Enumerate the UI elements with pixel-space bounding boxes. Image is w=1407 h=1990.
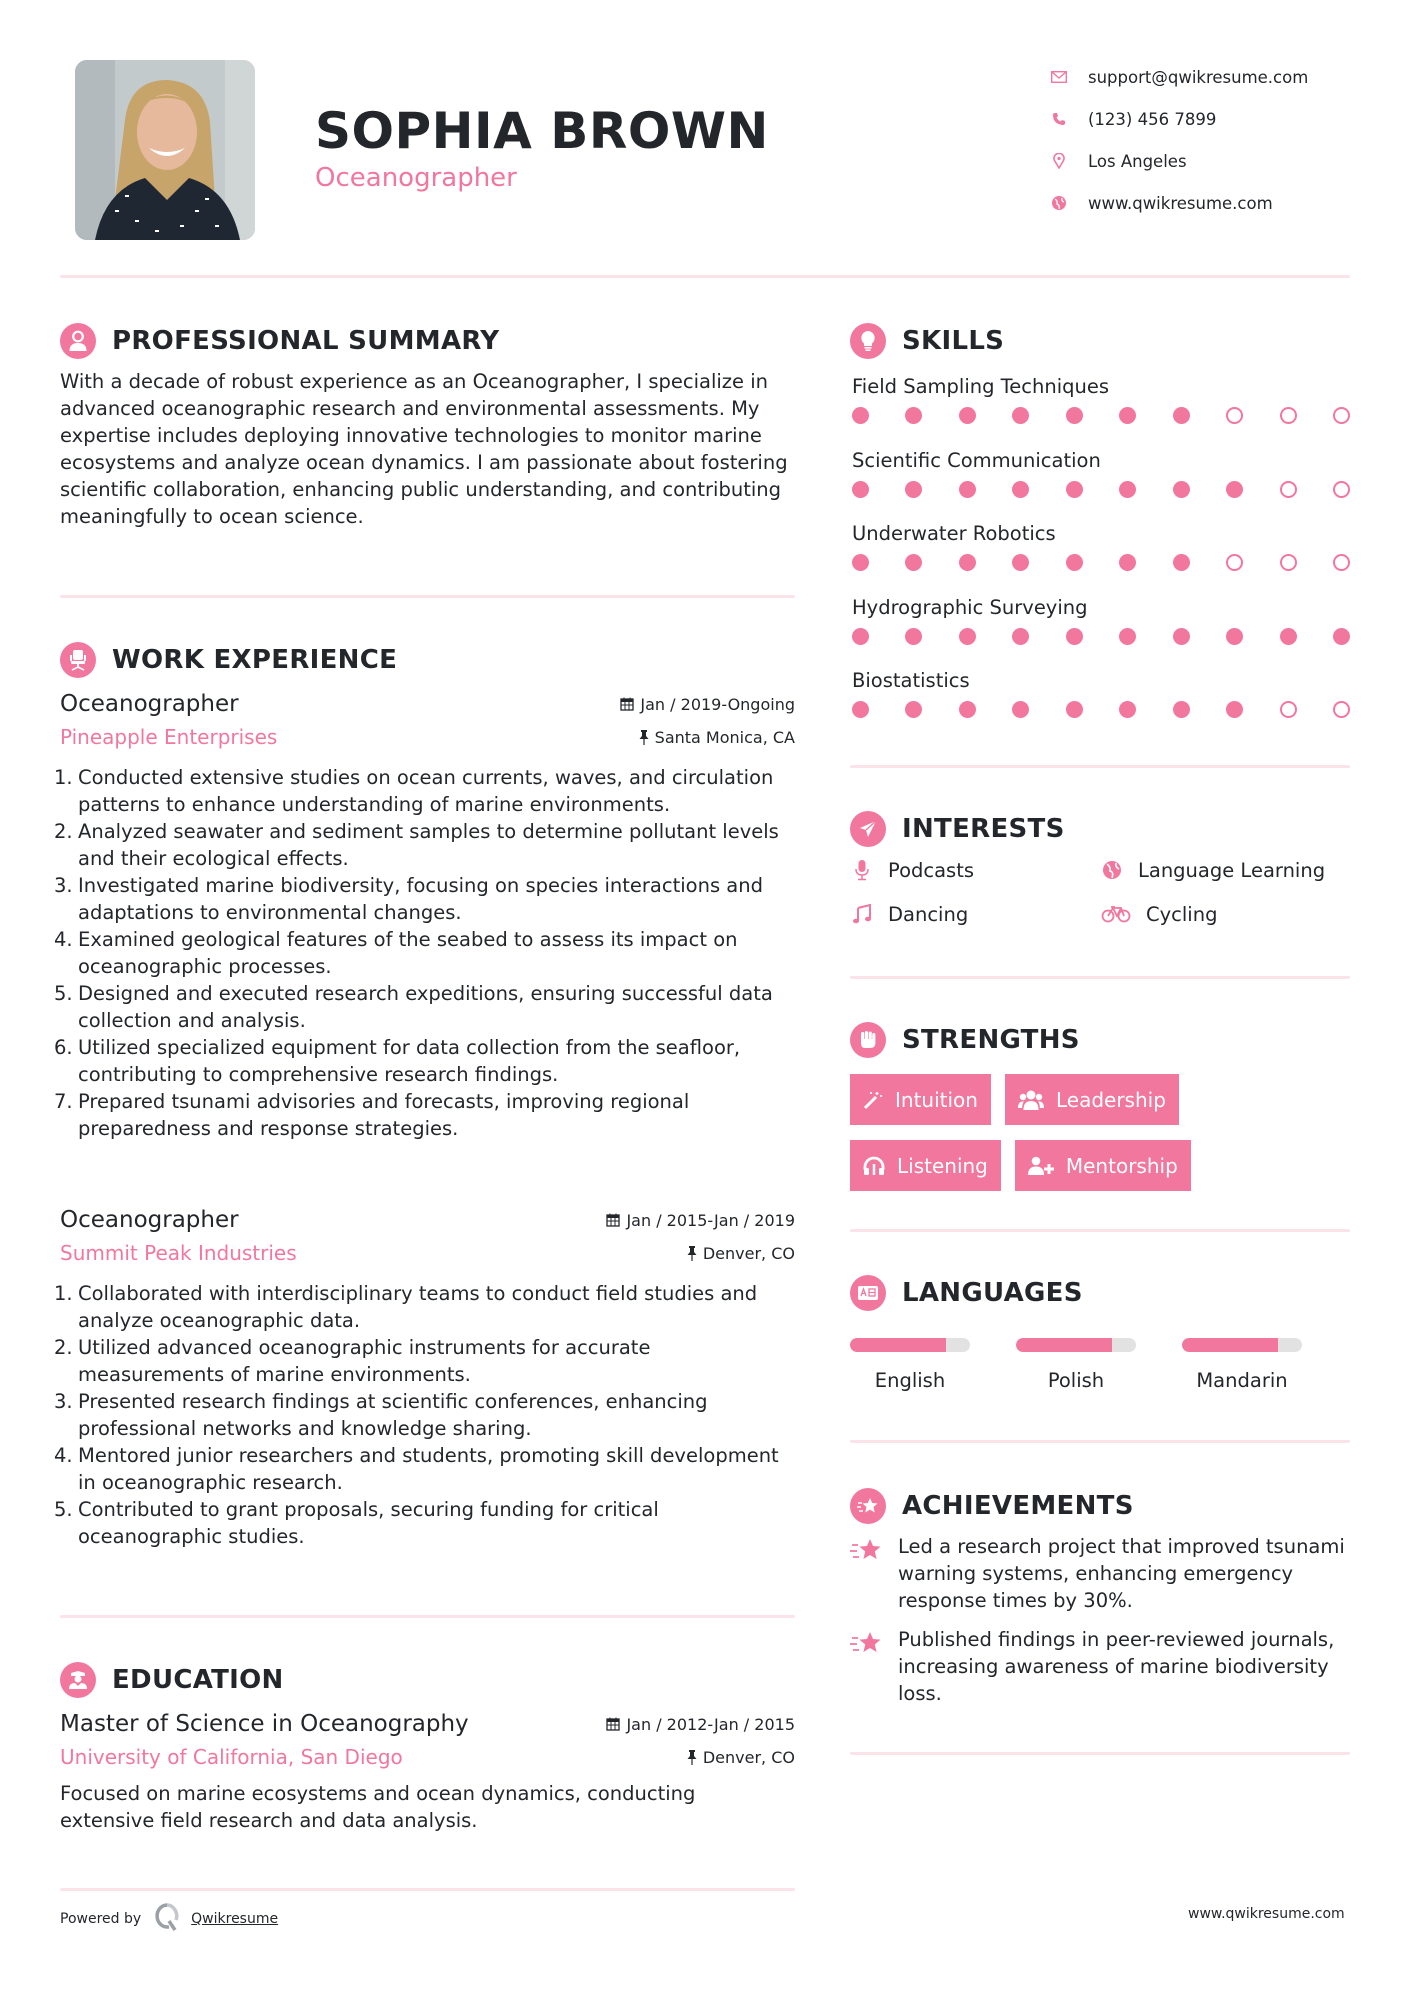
skill-name: Field Sampling Techniques (852, 375, 1110, 398)
rating-dot-filled (959, 407, 976, 424)
strength-tag (1005, 1074, 1179, 1125)
rating-dot-empty (1280, 481, 1297, 498)
rating-dot-filled (852, 554, 869, 571)
rating-dot-empty (1280, 407, 1297, 424)
rating-dot-empty (1333, 407, 1350, 424)
rating-dot-filled (1119, 481, 1136, 498)
languages-heading (850, 1275, 1083, 1311)
education-heading (60, 1662, 284, 1698)
pushpin-icon (687, 1750, 697, 1765)
degree: Master of Science in Oceanography (60, 1711, 469, 1737)
rating-dot-filled (1173, 407, 1190, 424)
rating-dot-empty (1280, 554, 1297, 571)
raised-fist-icon (850, 1022, 886, 1058)
job-location-text: Denver, CO (702, 1243, 795, 1263)
education-description: Focused on marine ecosystems and ocean dynamics, conducting extensive field research and data analysis. (60, 1782, 696, 1832)
phone-icon (1050, 110, 1068, 128)
duty-item: 3. Investigated marine biodiversity, focusing on species interactions and adaptations to environmental changes. (54, 874, 763, 924)
group-icon (1018, 1089, 1044, 1111)
header-divider (60, 275, 1350, 278)
skill-rating (852, 701, 1350, 718)
rating-dot-filled (1119, 554, 1136, 571)
rating-dot-empty (1280, 701, 1297, 718)
summary-title: PROFESSIONAL SUMMARY (112, 326, 500, 356)
rating-dot-filled (1280, 628, 1297, 645)
rating-dot-filled (905, 481, 922, 498)
rating-dot-filled (1066, 481, 1083, 498)
summary-heading (60, 323, 499, 359)
languages-list (850, 1338, 1348, 1392)
rating-dot-filled (1333, 628, 1350, 645)
skill-rating (852, 481, 1350, 498)
skill-rating (852, 554, 1350, 571)
skills-list (852, 370, 1352, 738)
interest-item (850, 900, 1100, 928)
envelope-icon (1050, 68, 1068, 86)
job-location (687, 1244, 795, 1263)
rating-dot-filled (905, 407, 922, 424)
rating-dot-filled (905, 701, 922, 718)
duty-item: 6. Utilized specialized equipment for data collection from the seafloor, contributing to comprehensive research findings. (54, 1036, 741, 1086)
user-icon (60, 323, 96, 359)
interest-label: Podcasts (888, 858, 975, 882)
languages-title: LANGUAGES (902, 1278, 1083, 1308)
language-proficiency-bar (850, 1338, 970, 1352)
skill-rating (852, 628, 1350, 645)
education-dates (606, 1715, 795, 1734)
interest-label: Dancing (888, 902, 969, 926)
rating-dot-filled (1012, 628, 1029, 645)
strength-label: Leadership (1055, 1087, 1166, 1112)
skill-rating (852, 407, 1350, 424)
strengths-divider (850, 1229, 1350, 1232)
rating-dot-empty (1333, 481, 1350, 498)
rating-dot-filled (959, 701, 976, 718)
contact-website[interactable] (1050, 182, 1308, 224)
interest-item (1100, 856, 1350, 884)
translate-icon (850, 1275, 886, 1311)
strength-tag (850, 1074, 991, 1125)
interests-heading (850, 811, 1065, 847)
language-name: Polish (1047, 1369, 1105, 1392)
contact-location (1050, 140, 1308, 182)
rating-dot-filled (1119, 628, 1136, 645)
duty-item: 5. Designed and executed research expeditions, ensuring successful data collection and analysis. (54, 982, 773, 1032)
duty-item: 7. Prepared tsunami advisories and forecasts, improving regional preparedness and response strategies. (54, 1090, 690, 1140)
experience-heading (60, 642, 397, 678)
education-dates-text: Jan / 2012-Jan / 2015 (626, 1714, 795, 1734)
rating-dot-filled (1066, 701, 1083, 718)
strengths-heading (850, 1022, 1080, 1058)
calendar-icon (606, 1717, 620, 1731)
education-location-text: Denver, CO (702, 1747, 795, 1767)
achievements-list (850, 1533, 1350, 1719)
education-title: EDUCATION (112, 1665, 284, 1695)
achievements-title: ACHIEVEMENTS (902, 1491, 1134, 1521)
languages-divider (850, 1440, 1350, 1443)
pushpin-icon (639, 730, 649, 745)
interest-item (1100, 900, 1350, 928)
job-dates (620, 695, 795, 714)
profile-photo (75, 60, 255, 240)
strength-tag (850, 1140, 1001, 1191)
paper-plane-icon (850, 811, 886, 847)
duty-item: 2. Analyzed seawater and sediment samples to determine pollutant levels and their ecological effects. (54, 820, 779, 870)
lightbulb-icon (850, 323, 886, 359)
footer-divider (60, 1888, 795, 1891)
skills-heading (850, 323, 1004, 359)
duty-item: 4. Examined geological features of the seabed to assess its impact on oceanographic processes. (54, 928, 738, 978)
language-item (1016, 1338, 1136, 1392)
skill-item (852, 591, 1352, 665)
rating-dot-filled (1012, 701, 1029, 718)
rating-dot-filled (852, 701, 869, 718)
shooting-star-icon (850, 1533, 886, 1614)
skills-divider (850, 765, 1350, 768)
job-dates-text: Jan / 2019-Ongoing (640, 694, 795, 714)
contact-phone-text: (123) 456 7899 (1088, 109, 1217, 129)
microphone-icon (850, 859, 874, 881)
rating-dot-filled (1066, 628, 1083, 645)
bicycle-icon (1100, 903, 1132, 925)
strengths-list (850, 1074, 1370, 1206)
language-proficiency-bar (1016, 1338, 1136, 1352)
skill-item (852, 370, 1352, 444)
experience-title: WORK EXPERIENCE (112, 645, 398, 675)
rating-dot-filled (852, 407, 869, 424)
skill-name: Biostatistics (852, 669, 970, 692)
language-name: English (874, 1369, 946, 1392)
rating-dot-filled (1173, 701, 1190, 718)
job-company: Pineapple Enterprises (60, 725, 278, 749)
globe-icon (1050, 194, 1068, 212)
rating-dot-filled (852, 481, 869, 498)
achievements-divider (850, 1752, 1350, 1755)
job-entry (54, 1204, 795, 1550)
skills-title: SKILLS (902, 326, 1005, 356)
skill-name: Underwater Robotics (852, 522, 1056, 545)
job-location-text: Santa Monica, CA (654, 727, 795, 747)
contact-email-text: support@qwikresume.com (1088, 67, 1309, 87)
rating-dot-filled (1173, 554, 1190, 571)
rating-dot-filled (959, 481, 976, 498)
strength-label: Listening (897, 1153, 988, 1178)
job-role: Oceanographer (60, 691, 239, 717)
rating-dot-filled (959, 628, 976, 645)
powered-by (60, 1903, 278, 1935)
rating-dot-filled (1066, 554, 1083, 571)
rating-dot-filled (1226, 628, 1243, 645)
rating-dot-filled (959, 554, 976, 571)
school: University of California, San Diego (60, 1745, 403, 1769)
achievement-text: Led a research project that improved tsunami warning systems, enhancing emergency response times by 30%. (898, 1535, 1345, 1612)
duty-item: 3. Presented research findings at scientific conferences, enhancing professional networks and knowledge sharing. (54, 1390, 708, 1440)
achievement-item (850, 1626, 1350, 1707)
job-dates-text: Jan / 2015-Jan / 2019 (626, 1210, 795, 1230)
rating-dot-filled (1173, 481, 1190, 498)
job-company: Summit Peak Industries (60, 1241, 297, 1265)
rating-dot-filled (905, 554, 922, 571)
rating-dot-filled (1012, 554, 1029, 571)
interests-divider (850, 976, 1350, 979)
rating-dot-filled (1173, 628, 1190, 645)
rating-dot-filled (1119, 701, 1136, 718)
interests-title: INTERESTS (902, 814, 1065, 844)
job-location (639, 728, 795, 747)
interests-list (850, 856, 1350, 928)
interest-label: Language Learning (1138, 858, 1326, 882)
job-dates (606, 1211, 795, 1230)
duty-item: 5. Contributed to grant proposals, securing funding for critical oceanographic studies. (54, 1498, 659, 1548)
job-entry (54, 688, 795, 1142)
contact-website-text: www.qwikresume.com (1088, 193, 1273, 213)
rating-dot-empty (1333, 554, 1350, 571)
strengths-title: STRENGTHS (902, 1025, 1080, 1055)
language-name: Mandarin (1196, 1369, 1288, 1392)
qwikresume-link[interactable]: Qwikresume (191, 1911, 279, 1927)
magic-wand-icon (863, 1090, 883, 1110)
candidate-name: SOPHIA BROWN (315, 102, 769, 160)
office-chair-icon (60, 642, 96, 678)
achievements-heading (850, 1488, 1134, 1524)
headphones-icon (863, 1156, 885, 1176)
user-plus-icon (1028, 1156, 1054, 1176)
calendar-icon (620, 697, 634, 711)
summary-divider (60, 595, 795, 598)
duty-item: 1. Collaborated with interdisciplinary teams to conduct field studies and analyze oceanographic data. (54, 1282, 758, 1332)
skill-item (852, 664, 1352, 738)
strength-tag (1015, 1140, 1191, 1191)
strength-label: Mentorship (1065, 1153, 1178, 1178)
language-item (850, 1338, 970, 1392)
rating-dot-filled (1012, 481, 1029, 498)
duty-item: 2. Utilized advanced oceanographic instruments for accurate measurements of marine environments. (54, 1336, 651, 1386)
job-duties (54, 764, 795, 1142)
skill-name: Hydrographic Surveying (852, 595, 1088, 619)
rating-dot-filled (1066, 407, 1083, 424)
shooting-star-icon (850, 1488, 886, 1524)
achievement-item (850, 1533, 1350, 1614)
education-location (687, 1748, 795, 1767)
qwikresume-logo-icon (155, 1903, 179, 1935)
strength-label: Intuition (895, 1087, 978, 1112)
globe-icon (1100, 859, 1124, 881)
rating-dot-filled (1012, 407, 1029, 424)
interest-item (850, 856, 1100, 884)
experience-divider (60, 1615, 795, 1618)
duty-item: 4. Mentored junior researchers and students, promoting skill development in oceanographic research. (54, 1444, 779, 1494)
contact-location-text: Los Angeles (1088, 151, 1187, 171)
education-entry (60, 1708, 795, 1834)
powered-by-label: Powered by (60, 1911, 142, 1927)
language-proficiency-bar (1182, 1338, 1302, 1352)
rating-dot-filled (1119, 407, 1136, 424)
shooting-star-icon (850, 1626, 886, 1707)
contact-list (1050, 56, 1308, 224)
portrait-image (75, 60, 255, 240)
rating-dot-empty (1226, 407, 1243, 424)
language-item (1182, 1338, 1302, 1392)
job-role: Oceanographer (60, 1207, 239, 1233)
map-pin-icon (1050, 152, 1068, 170)
candidate-title: Oceanographer (315, 163, 517, 193)
achievement-text: Published findings in peer-reviewed journals, increasing awareness of marine biodiversity loss. (898, 1628, 1335, 1705)
rating-dot-empty (1333, 701, 1350, 718)
contact-email[interactable] (1050, 56, 1308, 98)
calendar-icon (606, 1213, 620, 1227)
skill-item (852, 517, 1352, 591)
contact-phone[interactable] (1050, 98, 1308, 140)
footer-website[interactable]: www.qwikresume.com (1188, 1906, 1345, 1922)
pushpin-icon (687, 1246, 697, 1261)
music-note-icon (850, 903, 874, 925)
rating-dot-filled (1226, 701, 1243, 718)
rating-dot-filled (1226, 481, 1243, 498)
summary-text: With a decade of robust experience as an Oceanographer, I specialize in advanced oceanographic research and environmental assessments. My expertise includes deploying innovative technologies to monitor marine ecosystems and analyze ocean dynamics. I am passionate about fostering scientific collaboration, enhancing public understanding, and contributing meaningfully to ocean science. (60, 370, 788, 528)
job-duties (54, 1280, 795, 1550)
rating-dot-empty (1226, 554, 1243, 571)
rating-dot-filled (852, 628, 869, 645)
graduate-icon (60, 1662, 96, 1698)
rating-dot-filled (905, 628, 922, 645)
interest-label: Cycling (1146, 902, 1218, 926)
skill-item (852, 444, 1352, 518)
skill-name: Scientific Communication (852, 448, 1101, 472)
duty-item: 1. Conducted extensive studies on ocean currents, waves, and circulation patterns to enhance understanding of marine environments. (54, 766, 774, 816)
